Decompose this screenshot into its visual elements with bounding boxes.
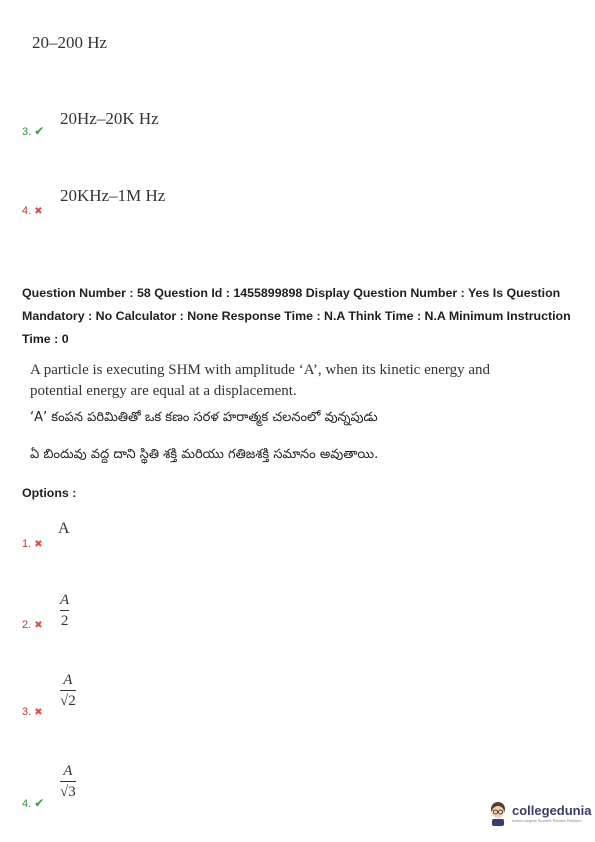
logo-name: collegedunia [512,803,592,818]
option-4-number [22,796,44,810]
cross-icon: ✖ [34,206,43,217]
option-2-fraction [60,591,69,630]
prev-option-text-0: 20–200 Hz [32,33,108,52]
option-2-numerator: A [60,592,70,608]
question-text-english [30,360,560,402]
fraction-bar [60,690,76,691]
option-number-label: 3. [22,126,32,138]
option-number-label: 2. [22,619,32,631]
cross-icon: ✖ [34,620,43,631]
option-4-numerator: A [63,763,73,779]
option-1-math [58,520,70,538]
cross-icon: ✖ [34,539,43,550]
fraction-bar [60,610,69,611]
prev-option-number-2 [22,205,43,217]
question-telugu-line-2: ఏ బిందువు వద్ద దాని స్థితి శక్తి మరియు గతిజశక్తి సమానం అవుతాయి. [30,447,379,462]
checkmark-icon: ✔ [34,124,45,138]
option-number-label: 4. [22,205,32,217]
option-3-fraction [60,671,76,710]
option-4-math [60,762,76,801]
option-number-label: 1. [22,538,32,550]
question-info-line-3: Time : 0 [22,332,69,346]
mascot-icon [487,800,509,826]
prev-option-text-1: 20Hz–20K Hz [60,109,159,128]
question-info-line-2: Mandatory : No Calculator : None Response Time : N.A Think Time : N.A Minimum Instruction [22,309,571,323]
option-3-math [60,671,76,710]
fraction-bar [60,781,76,782]
option-2-denominator: 2 [60,613,69,629]
options-label: Options : [22,486,77,500]
option-3-denominator: √2 [60,693,76,709]
cross-icon: ✖ [34,707,43,718]
prev-option-number-1 [22,124,44,138]
option-number-label: 3. [22,706,32,718]
question-info [22,282,582,351]
checkmark-icon: ✔ [34,796,45,810]
option-number-label: 4. [22,798,32,810]
logo-tagline: India's largest Student Review Platform [512,818,582,823]
option-1-value: A [58,520,70,537]
question-info-line-1: Question Number : 58 Question Id : 1455899898 Display Question Number : Yes Is Question [22,286,561,300]
collegedunia-logo [487,800,591,826]
option-2-number [22,619,43,631]
prev-option-text-2: 20KHz–1M Hz [60,186,166,205]
option-2-math [60,591,69,630]
logo-text-group [512,803,591,823]
question-english-line-2: potential energy are equal at a displacement. [30,383,297,399]
option-4-fraction [60,762,76,801]
option-4-denominator: √3 [60,784,76,800]
question-telugu-line-1: ‘A’ కంపన పరిమితితో ఒక కణం సరళ హరాత్మక చలనంలో వున్నపుడు [30,410,378,425]
option-3-number [22,706,43,718]
option-3-numerator: A [63,672,73,688]
question-english-line-1: A particle is executing SHM with amplitude ‘A’, when its kinetic energy and [30,362,491,378]
option-1-number [22,538,43,550]
